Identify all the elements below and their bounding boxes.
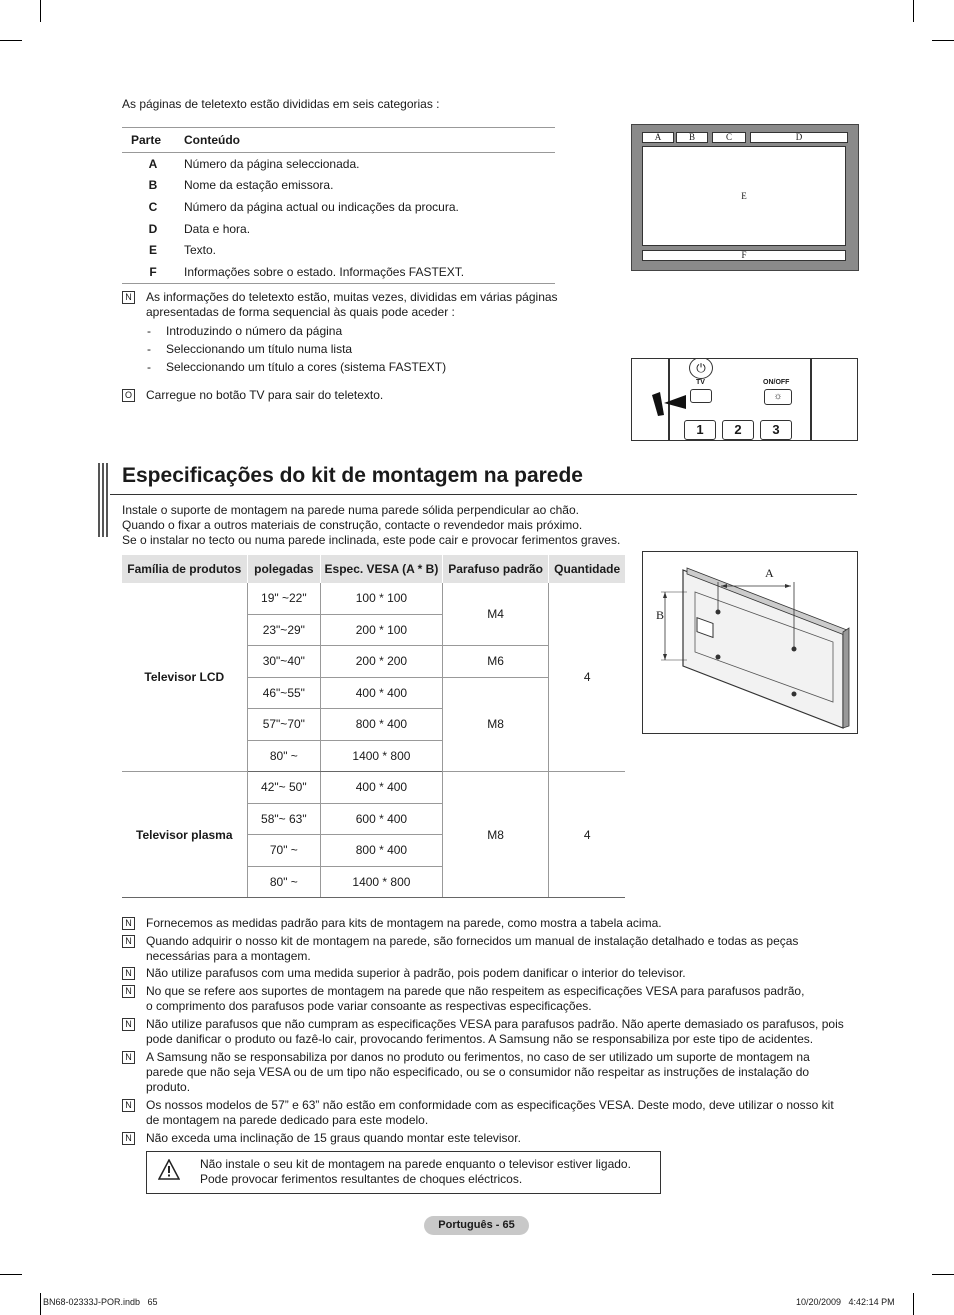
vesa-cell: 400 * 400 (321, 677, 443, 709)
crop-mark (0, 1274, 22, 1275)
note-icon: N (122, 967, 135, 980)
tv-back-illustration (643, 552, 857, 733)
family-lcd: Televisor LCD (122, 583, 247, 772)
part-key: E (148, 243, 157, 258)
dim-label-b: B (656, 608, 665, 622)
note-icon: O (122, 389, 135, 402)
crop-mark (0, 40, 22, 41)
note-icon: N (122, 1132, 135, 1145)
family-plasma: Televisor plasma (122, 772, 247, 898)
screen-label-f: F (642, 250, 846, 261)
warning-icon (158, 1159, 180, 1181)
vesa-cell: 800 * 400 (321, 709, 443, 741)
footer-date: 10/20/2009 4:42:14 PM (796, 1297, 895, 1307)
note-line: As informações do teletexto estão, muitas vezes, divididas em várias páginas (146, 290, 558, 304)
crop-mark (913, 1293, 914, 1315)
vesa-cell: 600 * 400 (321, 803, 443, 835)
screen-label-d: D (750, 132, 848, 143)
part-desc: Data e hora. (184, 221, 251, 236)
size-cell: 46"~55" (247, 677, 320, 709)
mount-intro-line: Quando o fixar a outros materiais de construção, contacte o revendedor mais próximo. (122, 518, 583, 532)
note-icon: N (122, 1099, 135, 1112)
vesa-cell: 400 * 400 (321, 772, 443, 804)
crop-mark (932, 40, 954, 41)
teletext-parts-table (122, 127, 555, 284)
size-cell: 80" ~ (247, 866, 320, 898)
title-rule (110, 494, 857, 495)
size-cell: 23"~29" (247, 614, 320, 646)
size-cell: 19" ~22" (247, 583, 320, 614)
light-button[interactable]: ☼ (764, 389, 792, 405)
note-icon: N (122, 1051, 135, 1064)
part-key: D (148, 221, 158, 236)
mount-note: N Fornecemos as medidas padrão para kits de montagem na parede, como mostra a tabela acima. (122, 916, 857, 932)
power-icon[interactable]: ⏻ (689, 358, 713, 379)
dim-label-a: A (765, 566, 774, 580)
key-1[interactable]: 1 (684, 420, 716, 440)
screw-cell: M8 (442, 677, 549, 772)
key-3[interactable]: 3 (760, 420, 792, 440)
screw-cell: M6 (442, 646, 549, 678)
mount-note: N Quando adquirir o nosso kit de montagem na parede, são fornecidos um manual de instalação detalhado e todas as peças necessárias para a montagem. (122, 934, 857, 964)
header-screw: Parafuso padrão (442, 555, 549, 583)
remote-illustration (631, 358, 858, 441)
header-vesa: Espec. VESA (A * B) (321, 555, 443, 583)
part-desc: Número da página actual ou indicações da procura. (184, 199, 459, 214)
screen-label-e: E (642, 146, 846, 246)
vesa-cell: 800 * 400 (321, 835, 443, 867)
part-key: C (148, 199, 158, 214)
tv-button[interactable] (690, 389, 712, 403)
teletext-screen-diagram (631, 124, 859, 271)
col-part: Parte (122, 128, 184, 153)
vesa-cell: 1400 * 800 (321, 740, 443, 772)
vesa-cell: 200 * 100 (321, 614, 443, 646)
teletext-intro: As páginas de teletexto estão divididas em seis categorias : (122, 97, 440, 111)
part-desc: Texto. (184, 243, 217, 258)
note-icon: N (122, 917, 135, 930)
mount-note: N Não utilize parafusos com uma medida superior à padrão, pois podem danificar o interior do televisor. (122, 966, 857, 982)
screen-label-a: A (642, 132, 674, 143)
mount-intro-line: Se o instalar no tecto ou numa parede inclinada, este pode cair e provocar ferimentos graves. (122, 533, 621, 547)
size-cell: 30"~40" (247, 646, 320, 678)
note-icon: N (122, 291, 135, 304)
size-cell: 58"~ 63" (247, 803, 320, 835)
mount-note: N A Samsung não se responsabiliza por danos no produto ou ferimentos, no caso de ser utilizado um suporte de montagem na parede que não seja VESA ou de um tipo não especificado, ou se o consumidor não respeitar as instruções de instalação do produto. (122, 1050, 857, 1095)
part-key: B (148, 178, 158, 193)
screw-cell: M4 (442, 583, 549, 646)
vesa-cell: 200 * 200 (321, 646, 443, 678)
key-2[interactable]: 2 (722, 420, 754, 440)
warning-line: Pode provocar ferimentos resultantes de choques eléctricos. (200, 1172, 523, 1186)
part-key: A (148, 156, 158, 171)
vesa-cell: 1400 * 800 (321, 866, 443, 898)
col-content: Conteúdo (184, 128, 555, 153)
header-inches: polegadas (247, 555, 320, 583)
vesa-spec-table (122, 555, 625, 898)
mount-note: N Não exceda uma inclinação de 15 graus quando montar este televisor. (122, 1131, 857, 1147)
size-cell: 42"~ 50" (247, 772, 320, 804)
header-quantity: Quantidade (549, 555, 625, 583)
note-icon: N (122, 1018, 135, 1031)
vesa-cell: 100 * 100 (321, 583, 443, 614)
footer-file: BN68-02333J-POR.indb 65 (43, 1297, 158, 1307)
section-title: Especificações do kit de montagem na parede (122, 464, 583, 487)
mount-note: N Não utilize parafusos que não cumpram as especificações VESA para parafusos padrão. Não aperte demasiado os parafusos, pois pode danificar o produto ou fazê-lo cair, provocando ferimentos. A Samsung não se responsabiliza por este tipo de acidentes. (122, 1017, 857, 1047)
quantity-cell: 4 (549, 772, 625, 898)
note-teletext-pages (122, 290, 582, 322)
note-exit-teletext: O Carregue no botão TV para sair do teletexto. (122, 388, 582, 404)
header-family: Família de produtos (122, 555, 247, 583)
screen-label-b: B (676, 132, 708, 143)
part-desc: Número da página seleccionada. (184, 156, 360, 171)
mount-intro-line: Instale o suporte de montagem na parede numa parede sólida perpendicular ao chão. (122, 503, 579, 517)
tv-mount-diagram (642, 551, 858, 734)
quantity-cell: 4 (549, 583, 625, 772)
screw-cell: M8 (442, 772, 549, 898)
size-cell: 57"~70" (247, 709, 320, 741)
note-icon: N (122, 985, 135, 998)
section-bar (98, 463, 110, 537)
part-key: F (122, 261, 184, 283)
note-icon: N (122, 935, 135, 948)
tv-button-label: TV (696, 379, 705, 386)
crop-mark (40, 1293, 41, 1315)
part-desc: Informações sobre o estado. Informações FASTEXT. (184, 261, 555, 283)
size-cell: 70" ~ (247, 835, 320, 867)
onoff-label: ON/OFF (763, 379, 790, 386)
page-number-badge: Português - 65 (424, 1216, 529, 1235)
crop-mark (932, 1274, 954, 1275)
screen-label-c: C (712, 132, 746, 143)
mount-note: N Os nossos modelos de 57” e 63” não estão em conformidade com as especificações VESA. Deste modo, deve utilizar o nosso kit de montagem na parede dedicado para este modelo. (122, 1098, 857, 1128)
crop-mark (913, 0, 914, 22)
warning-box (146, 1151, 661, 1194)
crop-mark (40, 0, 41, 22)
size-cell: 80" ~ (247, 740, 320, 772)
part-desc: Nome da estação emissora. (184, 178, 334, 193)
warning-line: Não instale o seu kit de montagem na parede enquanto o televisor estiver ligado. (200, 1157, 631, 1171)
note-line: apresentadas de forma sequencial às quais pode aceder : (146, 305, 455, 319)
mount-note: N No que se refere aos suportes de montagem na parede que não respeitem as especificações VESA para parafusos padrão, o comprimento dos parafusos pode variar consoante as respectivas especificações. (122, 984, 857, 1014)
